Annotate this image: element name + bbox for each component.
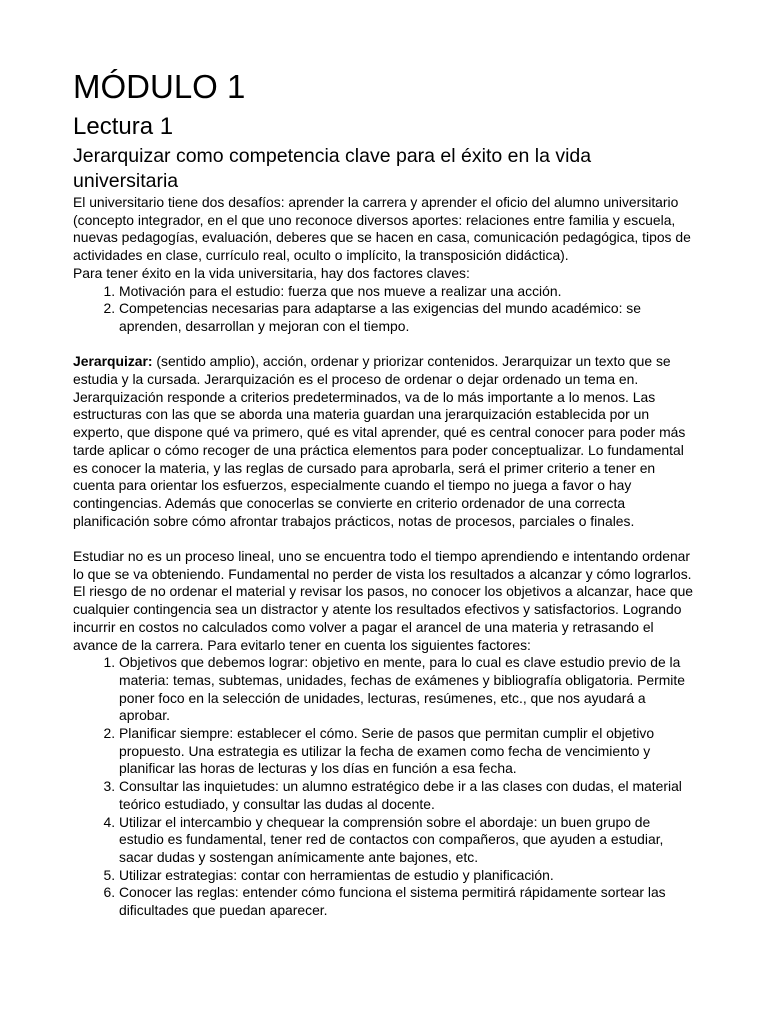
- jerarquizar-paragraph: [73, 353, 698, 530]
- steps-list: [73, 654, 698, 920]
- list-item: 2. Planificar siempre: establecer el cómo. Serie de pasos que permitan cumplir el objetivo propuesto. Una estrategia es utilizar la fecha de examen como fecha de vencimiento y planificar las horas de lecturas y los días en función a esa fecha.: [119, 725, 698, 778]
- risk-paragraph: El riesgo de no ordenar el material y revisar los pasos, no conocer los objetivos a alcanzar, hace que cualquier contingencia sea un distractor y atente los resultados efectivos y satisfactorios. Logrando incurrir en costos no calculados como volver a pagar el arancel de una materia y retrasando el avance de la carrera. Para evitarlo tener en cuenta los siguientes factores:: [73, 583, 694, 653]
- intro-paragraph: El universitario tiene dos desafíos: aprender la carrera y aprender el oficio del alumno universitario (concepto integrador, en el que uno reconoce diversos aportes: relaciones entre familia y escuela, nuevas pedagogías, evaluación, deberes que se hacen en casa, comunicación pedagógica, tipos de actividades en clase, currículo real, oculto o implícito, la transposición didáctica).: [73, 194, 691, 264]
- module-title: MÓDULO 1: [73, 68, 246, 105]
- paragraph-gap: [73, 530, 698, 548]
- list-item: 1. Objetivos que debemos lograr: objetivo en mente, para lo cual es clave estudio previo de la materia: temas, subtemas, unidades, fechas de exámenes y bibliografía obligatoria. Permite poner foco en la selección de unidades, lecturas, resúmenes, etc., que nos ayudará a aprobar.: [119, 654, 698, 725]
- jerarquizar-text: (sentido amplio), acción, ordenar y priorizar contenidos. Jerarquizar un texto que se estudia y la cursada. Jerarquización es el proceso de ordenar o dejar ordenado un tema en. Jerarquización responde a criterios predeterminados, va de lo más importante a lo menos. Las estructuras con las que se aborda una materia guardan una jerarquización establecida por un experto, que dispone qué va primero, qué es vital aprender, qué es central conocer para poder más tarde aplicar o cómo recoger de una práctica elementos para poder conceptualizar. Lo fundamental es conocer la materia, y las reglas de cursado para aprobarla, será el primer criterio a tener en cuenta para orientar los esfuerzos, especialmente cuando el tiempo no juega a favor o hay contingencias. Además que conocerlas se convierte en criterio ordenador de una correcta planificación sobre cómo afrontar trabajos prácticos, notas de procesos, parciales o finales.: [73, 353, 686, 529]
- list-item: 4. Utilizar el intercambio y chequear la comprensión sobre el abordaje: un buen grupo de estudio es fundamental, tener red de contactos con compañeros, que ayuden a estudiar, sacar dudas y sostengan anímicamente ante bajones, etc.: [119, 814, 698, 867]
- list-item: 2. Competencias necesarias para adaptarse a las exigencias del mundo académico: se aprenden, desarrollan y mejoran con el tiempo.: [119, 300, 698, 335]
- reading-title: Lectura 1: [73, 113, 174, 140]
- jerarquizar-term: Jerarquizar:: [73, 353, 153, 370]
- list-item: 5. Utilizar estrategias: contar con herramientas de estudio y planificación.: [119, 867, 698, 885]
- factors-list: [73, 283, 698, 336]
- list-item: 3. Consultar las inquietudes: un alumno estratégico debe ir a las clases con dudas, el material teórico estudiado, y consultar las dudas al docente.: [119, 778, 698, 813]
- study-paragraph: Estudiar no es un proceso lineal, uno se encuentra todo el tiempo aprendiendo e intentando ordenar lo que se va obteniendo. Fundamental no perder de vista los resultados a alcanzar y cómo lograrlos.: [73, 548, 692, 582]
- list-item: 1. Motivación para el estudio: fuerza que nos mueve a realizar una acción.: [119, 283, 698, 301]
- paragraph-gap: [73, 336, 698, 354]
- list-item: 6. Conocer las reglas: entender cómo funciona el sistema permitirá rápidamente sortear las dificultades que puedan aparecer.: [119, 884, 698, 919]
- section-title: Jerarquizar como competencia clave para el éxito en la vida universitaria: [73, 145, 592, 192]
- factors-intro: Para tener éxito en la vida universitaria, hay dos factores claves:: [73, 264, 470, 281]
